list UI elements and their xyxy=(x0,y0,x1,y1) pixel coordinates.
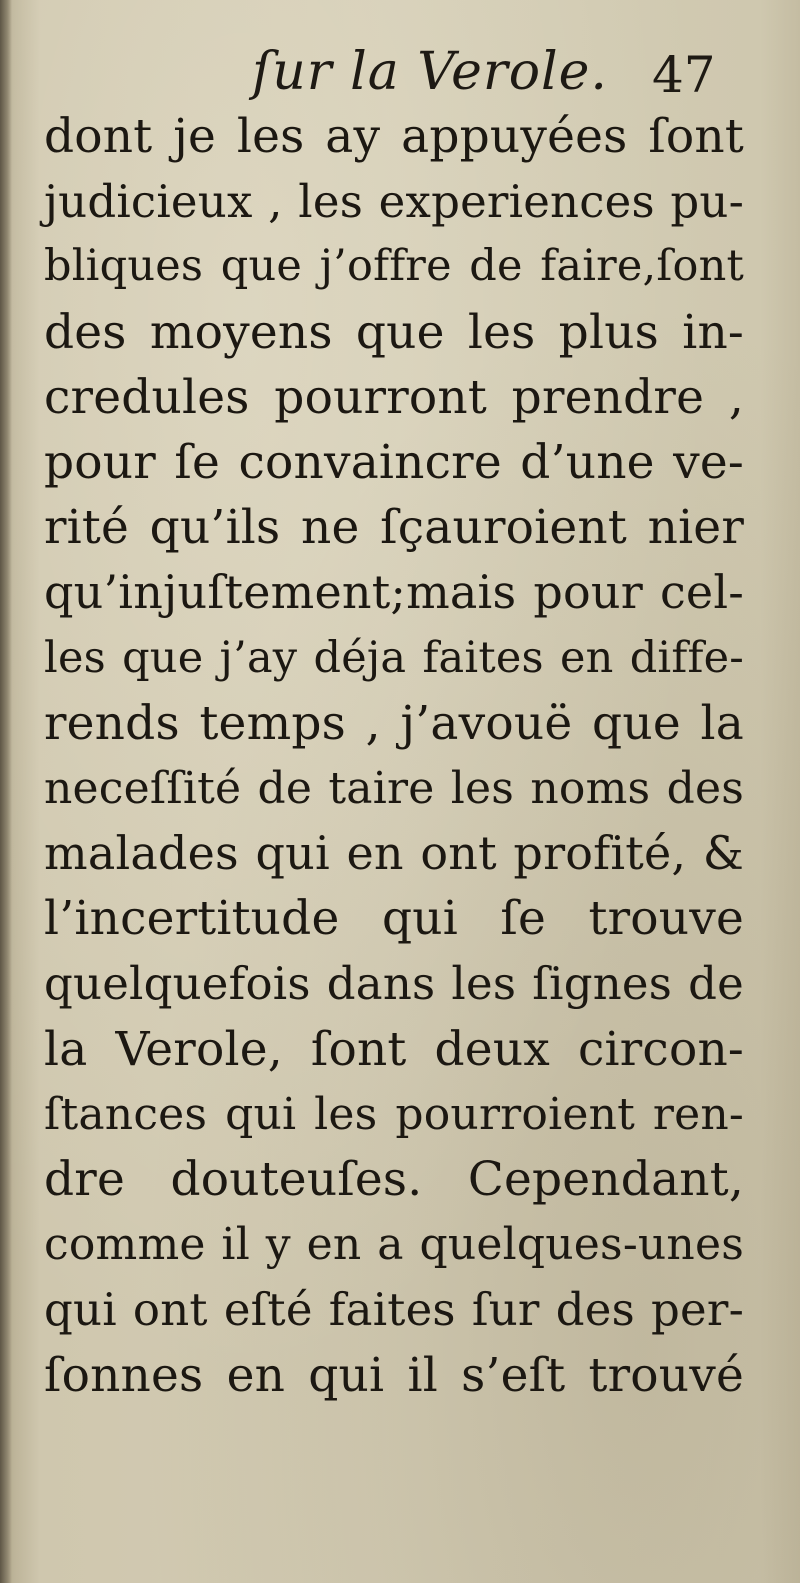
body-text xyxy=(44,104,744,1408)
text-line: malades qui en ont profité, & xyxy=(44,826,744,881)
text-line: dre douteuſes. Cependant, xyxy=(44,1152,744,1207)
page-number: 47 xyxy=(652,46,716,104)
text-line: qu’injuſtement;mais pour cel- xyxy=(44,565,744,620)
text-line: pour ſe convaincre d’une ve- xyxy=(44,434,744,490)
text-line: rends temps , j’avouë que la xyxy=(44,695,744,751)
text-line: qui ont eſté faites ſur des per- xyxy=(44,1283,744,1337)
text-line: les que j’ay déja faites en diffe- xyxy=(44,632,744,683)
text-line: des moyens que les plus in- xyxy=(44,304,744,360)
text-line: l’incertitude qui ſe trouve xyxy=(44,891,744,947)
text-line: la Verole, ſont deux circon- xyxy=(44,1021,744,1077)
text-line: judicieux , les experiences pu- xyxy=(44,175,744,229)
text-line: neceſſité de taire les noms des xyxy=(44,762,744,814)
text-line: bliques que j’offre de faire,ſont xyxy=(44,241,744,292)
running-title: ſur la Verole. xyxy=(252,42,608,102)
text-line: dont je les ay appuyées ſont xyxy=(44,109,744,164)
page-gutter-shadow xyxy=(0,0,12,1583)
text-line: ſonnes en qui il s’eſt trouvé xyxy=(44,1347,744,1403)
text-line: ſtances qui les pourroient ren- xyxy=(44,1088,744,1140)
text-line: credules pourront prendre , xyxy=(44,369,744,425)
text-line: comme il y en a quelques-unes xyxy=(44,1219,744,1271)
text-line: rité qu’ils ne ſçauroient nier xyxy=(44,500,744,556)
text-line: quelquefois dans les ſignes de xyxy=(44,957,744,1011)
